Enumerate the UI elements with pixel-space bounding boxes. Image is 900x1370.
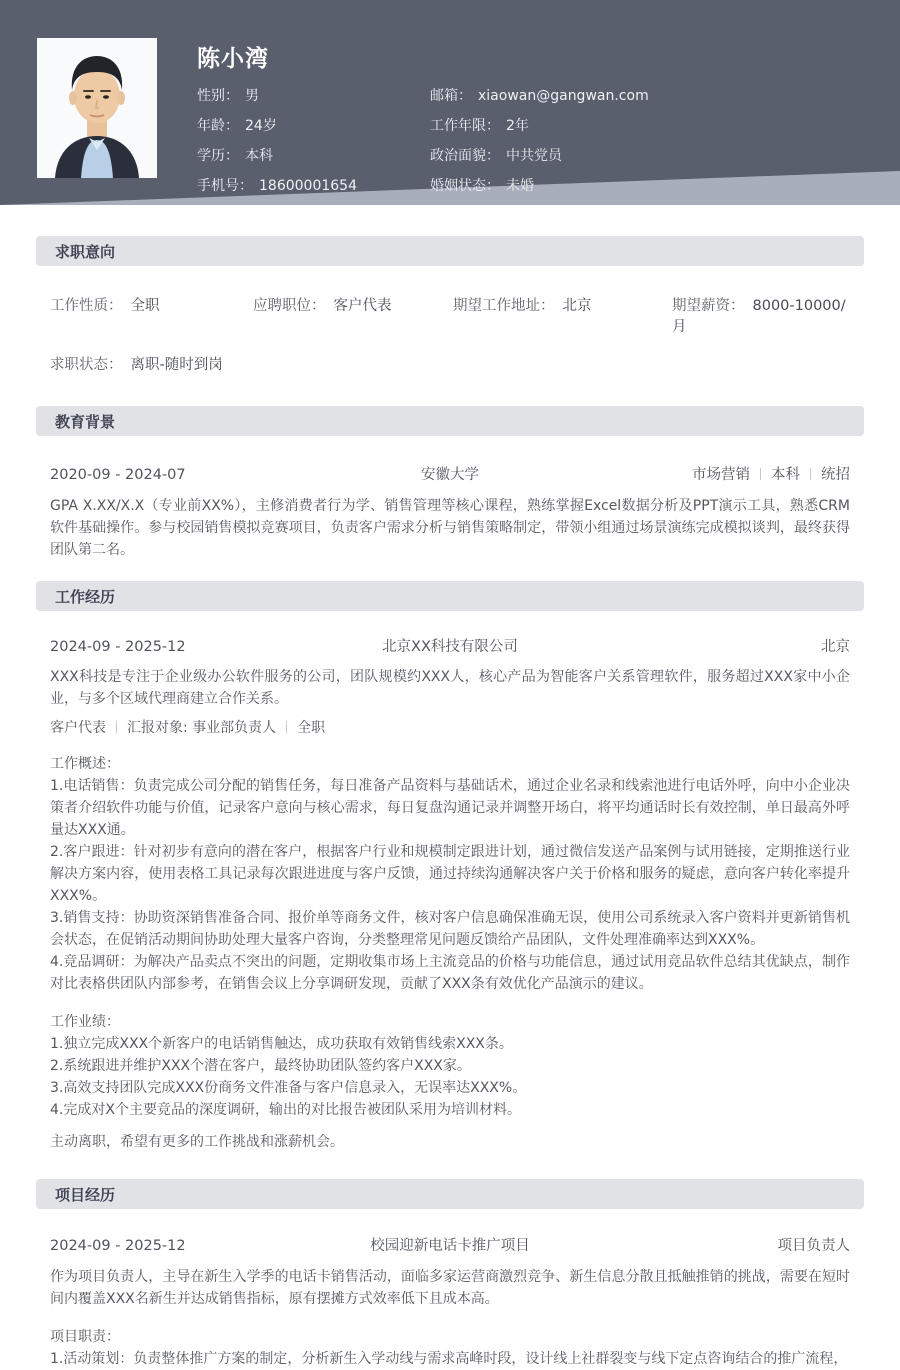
- intent-job-nature: 工作性质： 全职: [50, 298, 160, 314]
- work-company: 北京XX科技有限公司: [382, 639, 518, 655]
- section-education: [36, 406, 864, 561]
- section-header-work: [36, 581, 864, 611]
- work-overview-block: [50, 753, 850, 995]
- field-email: 邮箱： xiaowan@gangwan.com: [430, 88, 649, 104]
- section-title: 教育背景: [55, 412, 116, 431]
- education-meta-row: [50, 463, 850, 484]
- intent-position: 应聘职位： 客户代表: [253, 298, 392, 314]
- education-enrollment-type: 统招: [821, 467, 850, 483]
- divider: [116, 721, 117, 733]
- id-photo-illustration: [37, 38, 157, 178]
- work-report-to: 汇报对象: 事业部负责人: [127, 720, 277, 736]
- work-body: [50, 635, 850, 1153]
- project-name: 校园迎新电话卡推广项目: [370, 1238, 530, 1254]
- project-role: 项目负责人: [777, 1238, 850, 1254]
- education-tags: [620, 463, 850, 484]
- field-phone: 手机号： 18600001654: [197, 178, 357, 194]
- job-intent-body: [50, 294, 850, 374]
- work-period: 2024-09 - 2025-12: [50, 639, 186, 655]
- leave-reason: 主动离职，希望有更多的工作挑战和涨薪机会。: [50, 1134, 344, 1150]
- education-major: 市场营销: [692, 467, 750, 483]
- project-body: [50, 1234, 850, 1370]
- field-work-years: 工作年限： 2年: [430, 118, 529, 134]
- work-position: 客户代表: [50, 720, 106, 736]
- section-title: 工作经历: [55, 587, 116, 606]
- work-overview-item: 1.电话销售：负责完成公司分配的销售任务，每日准备产品资料与基础话术，通过企业名录和线索池进行电话外呼，向中小企业决策者介绍软件功能与价值，记录客户意向与核心需求，每日复盘沟通记录并调整开场白，将平均通话时长有效控制，单日最高外呼量达XXX通。: [50, 778, 850, 838]
- project-intro: 作为项目负责人，主导在新生入学季的电话卡销售活动，面临多家运营商激烈竞争、新生信息分散且抵触推销的挑战，需要在短时间内覆盖XXX名新生并达成销售指标，原有摆摊方式效率低下且成本高。: [50, 1269, 850, 1307]
- work-overview-item: 3.销售支持：协助资深销售准备合同、报价单等商务文件，核对客户信息确保准确无误，使用公司系统录入客户资料并更新销售机会状态，在促销活动期间协助处理大量客户咨询，分类整理常见问题反馈给产品团队，文件处理准确率达到XXX%。: [50, 910, 850, 948]
- education-description: GPA X.XX/X.X（专业前XX%），主修消费者行为学、销售管理等核心课程，熟练掌握Excel数据分析及PPT演示工具，熟悉CRM软件基础操作。参与校园销售模拟竞赛项目，负责客户需求分析与销售策略制定，带领小组通过场景演练完成模拟谈判，最终获得团队第二名。: [50, 498, 850, 558]
- work-result-item: 2.系统跟进并维护XXX个潜在客户，最终协助团队签约客户XXX家。: [50, 1058, 471, 1074]
- work-overview-title: 工作概述：: [50, 756, 120, 772]
- position-line: [50, 717, 850, 737]
- intent-salary: 期望薪资： 8000-10000/月: [672, 298, 846, 335]
- work-results-title: 工作业绩：: [50, 1014, 120, 1030]
- education-degree: 本科: [771, 467, 800, 483]
- education-school: 安徽大学: [421, 467, 479, 483]
- candidate-name: 陈小湾: [197, 46, 269, 72]
- field-age: 年龄： 24岁: [197, 118, 277, 134]
- field-gender: 性别： 男: [197, 88, 259, 104]
- work-results-block: [50, 1011, 850, 1121]
- divider: [760, 468, 761, 480]
- field-marital-status: 婚姻状态： 未婚: [430, 178, 534, 194]
- project-period: 2024-09 - 2025-12: [50, 1238, 186, 1254]
- work-result-item: 3.高效支持团队完成XXX份商务文件准备与客户信息录入，无误率达XXX%。: [50, 1080, 527, 1096]
- job-intent-row-1: [50, 294, 850, 336]
- section-header-job-intent: [36, 236, 864, 266]
- project-duty-block: [50, 1326, 850, 1370]
- work-overview-item: 2.客户跟进：针对初步有意向的潜在客户，根据客户行业和规模制定跟进计划，通过微信发送产品案例与试用链接，定期推送行业解决方案内容，使用表格工具记录每次跟进进度与客户反馈，通过持续沟通解决客户关于价格和服务的疑虑，意向客户转化率提升XXX%。: [50, 844, 850, 904]
- divider: [810, 468, 811, 480]
- section-header-education: [36, 406, 864, 436]
- education-period: 2020-09 - 2024-07: [50, 467, 186, 483]
- section-header-project: [36, 1179, 864, 1209]
- company-intro: XXX科技是专注于企业级办公软件服务的公司，团队规模约XXX人，核心产品为智能客户关系管理软件，服务超过XXX家中小企业，与多个区域代理商建立合作关系。: [50, 669, 850, 707]
- work-overview-item: 4.竞品调研：为解决产品卖点不突出的问题，定期收集市场上主流竞品的价格与功能信息，通过试用竞品软件总结其优缺点，制作对比表格供团队内部参考，在销售会议上分享调研发现，贡献了XXX条有效优化产品演示的建议。: [50, 954, 850, 992]
- divider: [286, 721, 287, 733]
- section-job-intent: [36, 236, 864, 374]
- section-work-experience: [36, 581, 864, 1153]
- work-job-type: 全职: [297, 720, 326, 736]
- header-info-grid: [197, 85, 649, 195]
- intent-status: 求职状态： 离职-随时到岗: [50, 357, 223, 373]
- work-result-item: 1.独立完成XXX个新客户的电话销售触达，成功获取有效销售线索XXX条。: [50, 1036, 513, 1052]
- project-duty-title: 项目职责：: [50, 1329, 120, 1345]
- section-title: 求职意向: [55, 242, 116, 261]
- project-meta-row: [50, 1234, 850, 1255]
- work-meta-row: [50, 635, 850, 656]
- job-intent-row-2: [50, 353, 850, 374]
- profile-photo: [37, 38, 157, 178]
- work-location: 北京: [821, 639, 850, 655]
- section-title: 项目经历: [55, 1185, 116, 1204]
- education-body: [50, 463, 850, 561]
- field-degree: 学历： 本科: [197, 148, 273, 164]
- intent-location: 期望工作地址： 北京: [453, 298, 592, 314]
- resume-header: [0, 0, 900, 205]
- field-political-status: 政治面貌： 中共党员: [430, 148, 562, 164]
- project-duty-item: 1.活动策划：负责整体推广方案的制定，分析新生入学动线与需求高峰时段，设计线上社群裂变与线下定点咨询结合的推广流程，: [50, 1351, 848, 1367]
- work-result-item: 4.完成对X个主要竞品的深度调研，输出的对比报告被团队采用为培训材料。: [50, 1102, 521, 1118]
